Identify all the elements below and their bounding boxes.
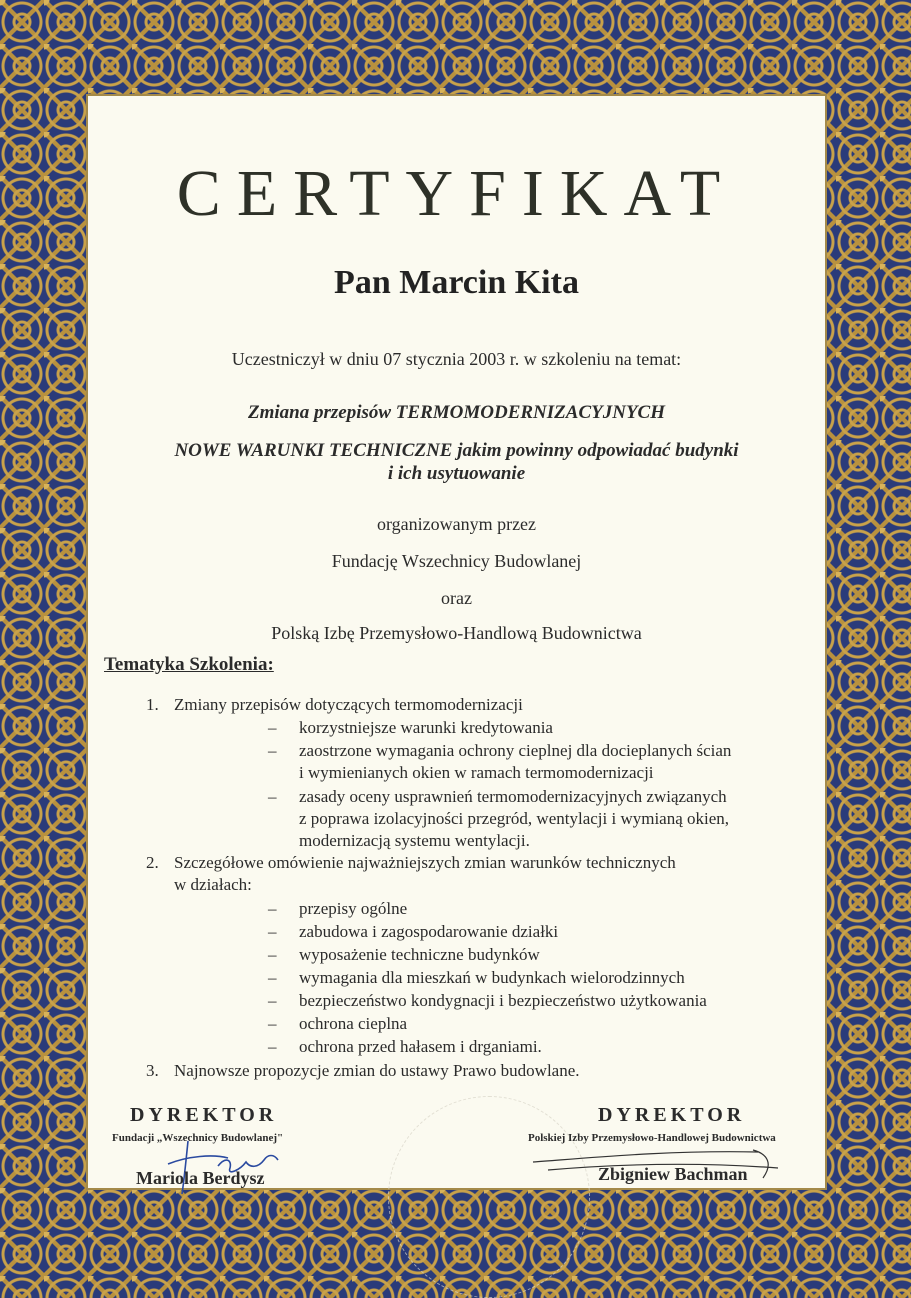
item-2-sub-7: ochrona przed hałasem i drganiami. xyxy=(299,1037,542,1056)
item-2-title-line-1: Szczegółowe omówienie najważniejszych zmian warunków technicznych xyxy=(174,853,676,872)
right-signatory-org: Polskiej Izby Przemysłowo-Handlowej Budownictwa xyxy=(528,1132,776,1144)
item-2-sub-4: wymagania dla mieszkań w budynkach wielorodzinnych xyxy=(299,968,685,987)
item-2-sub-6: ochrona cieplna xyxy=(299,1014,408,1033)
organizer-2: Polską Izbę Przemysłowo-Handlową Budownictwa xyxy=(271,623,642,643)
item-1-sub-1: korzystniejsze warunki kredytowania xyxy=(299,718,553,737)
item-1-sub-3-line-2: z poprawa izolacyjności przegród, wentylacji i wymianą okien, xyxy=(299,809,730,828)
organized-by-text: organizowanym przez xyxy=(376,514,537,534)
certificate-title: CERTYFIKAT xyxy=(176,157,737,230)
item-1-sub-3-line-1: zasady oceny usprawnień termomodernizacyjnych związanych xyxy=(299,787,727,806)
organizer-1: Fundację Wszechnicy Budowlanej xyxy=(331,551,582,571)
item-2-sub-5: bezpieczeństwo kondygnacji i bezpieczeństwo użytkowania xyxy=(299,991,707,1010)
item-3-number: 3. xyxy=(146,1061,159,1080)
item-1-sub-2-line-2: i wymienianych okien w ramach termomodernizacji xyxy=(299,763,654,782)
topic-line-3: i ich usytuowanie xyxy=(387,463,526,484)
item-2-sub-3-dash: – xyxy=(268,945,277,964)
topic-line-2: NOWE WARUNKI TECHNICZNE jakim powinny odpowiadać budynki xyxy=(174,440,739,461)
embossed-seal xyxy=(388,1096,590,1298)
conjunction-text: oraz xyxy=(441,588,472,608)
item-1-sub-3-dash: – xyxy=(268,787,277,806)
recipient-name: Pan Marcin Kita xyxy=(334,264,579,301)
topics-heading: Tematyka Szkolenia: xyxy=(104,654,274,675)
item-2-sub-2-dash: – xyxy=(268,922,277,941)
item-2-sub-7-dash: – xyxy=(268,1037,277,1056)
item-1-number: 1. xyxy=(146,695,159,714)
item-1-title: Zmiany przepisów dotyczących termomodernizacji xyxy=(174,695,523,714)
item-1-sub-1-dash: – xyxy=(268,718,277,737)
item-2-title-line-2: w działach: xyxy=(174,875,252,894)
right-signatory-title: DYREKTOR xyxy=(598,1104,746,1126)
certificate-panel xyxy=(86,94,827,1190)
item-2-sub-5-dash: – xyxy=(268,991,277,1010)
item-2-sub-6-dash: – xyxy=(268,1014,277,1033)
item-2-sub-2: zabudowa i zagospodarowanie działki xyxy=(299,922,559,941)
item-1-sub-2-line-1: zaostrzone wymagania ochrony cieplnej dla docieplanych ścian xyxy=(299,741,732,760)
item-2-sub-1-dash: – xyxy=(268,899,277,918)
left-signatory-name: Mariola Berdysz xyxy=(136,1168,265,1188)
participation-text: Uczestniczył w dniu 07 stycznia 2003 r. w szkoleniu na temat: xyxy=(231,349,682,369)
topic-line-1: Zmiana przepisów TERMOMODERNIZACYJNYCH xyxy=(248,402,665,423)
left-signatory-org: Fundacji „Wszechnicy Budowlanej" xyxy=(112,1132,284,1144)
right-signatory-name: Zbigniew Bachman xyxy=(598,1164,748,1184)
item-3-title: Najnowsze propozycje zmian do ustawy Prawo budowlane. xyxy=(174,1061,580,1080)
item-2-sub-1: przepisy ogólne xyxy=(299,899,408,918)
item-2-sub-3: wyposażenie techniczne budynków xyxy=(299,945,540,964)
item-1-sub-3-line-3: modernizacją systemu wentylacji. xyxy=(299,831,530,850)
left-signatory-title: DYREKTOR xyxy=(130,1104,278,1126)
item-2-sub-4-dash: – xyxy=(268,968,277,987)
item-2-number: 2. xyxy=(146,853,159,872)
item-1-sub-2-dash: – xyxy=(268,741,277,760)
